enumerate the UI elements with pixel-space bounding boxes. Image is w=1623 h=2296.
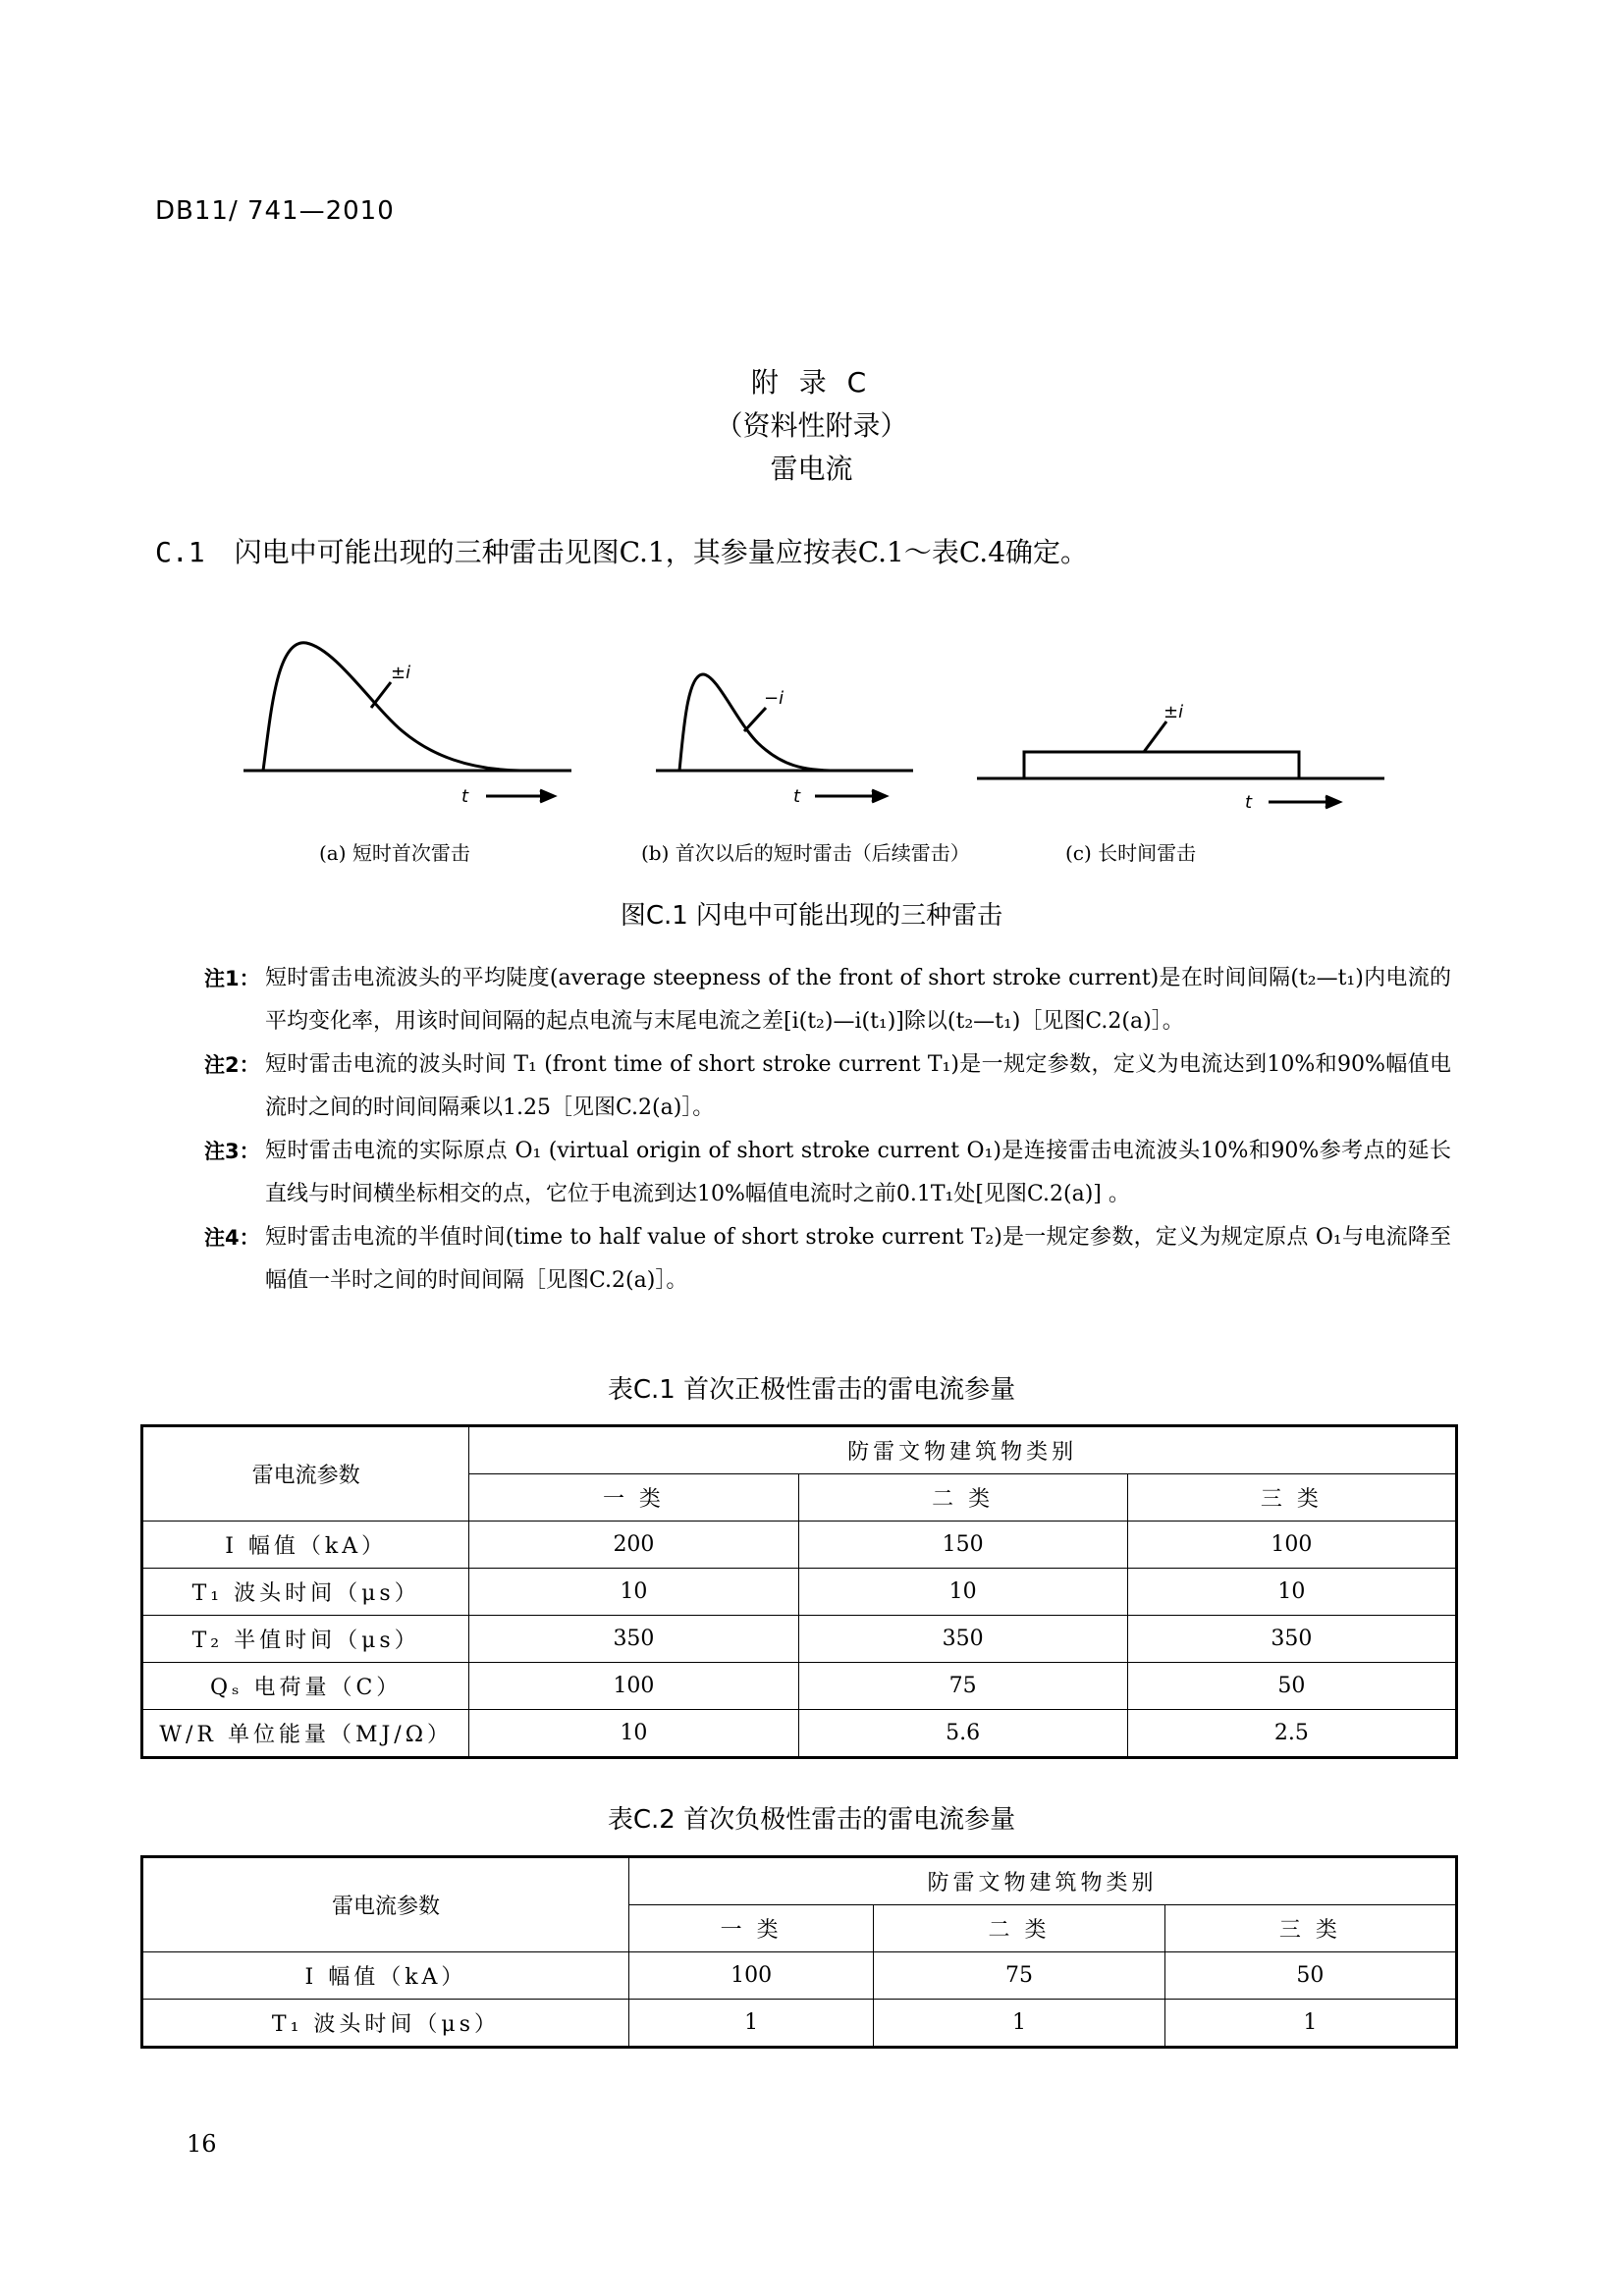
table-row: [142, 1569, 1457, 1616]
class-header: 三 类: [1127, 1474, 1456, 1522]
appendix-name: 雷电流: [770, 453, 853, 485]
class-header: 三 类: [1164, 1905, 1456, 1952]
table-row: [142, 1522, 1457, 1569]
class-header: 二 类: [874, 1905, 1164, 1952]
note-label: 注4：: [204, 1226, 260, 1250]
value-cell: 1: [1164, 2000, 1456, 2048]
note-text: 短时雷击电流波头的平均陡度(average steepness of the front of short stroke current)是在时间间隔(t₂—t₁)内电流的平均变化率，用该时间间隔的起点电流与末尾电流之差[i(t₂)—i(t₁)]除以(t₂—t₁)［见图C.2(a)］。: [265, 966, 1451, 1034]
appendix-subtitle: （资料性附录）: [715, 409, 908, 442]
note-label: 注1：: [204, 967, 260, 990]
note-label: 注3：: [204, 1140, 260, 1163]
notes: [204, 957, 1451, 1303]
clause-text: 闪电中可能出现的三种雷击见图C.1，其参量应按表C.1～表C.4确定。: [234, 536, 1089, 568]
value-cell: 350: [1127, 1616, 1456, 1663]
value-cell: 100: [469, 1663, 798, 1710]
label-t-c: t: [1245, 792, 1253, 813]
class-header: 一 类: [469, 1474, 798, 1522]
waveform-b: [679, 674, 837, 771]
note-3: [204, 1130, 1451, 1216]
param-cell: T₁ 波头时间（μs）: [142, 2000, 629, 2048]
label-t-b: t: [793, 786, 801, 807]
table2: [140, 1855, 1458, 2049]
param-cell: W/R 单位能量（MJ/Ω）: [142, 1710, 469, 1758]
table-row: [142, 1616, 1457, 1663]
label-t-a: t: [461, 786, 469, 807]
document-code: DB11/ 741—2010: [155, 196, 395, 226]
leader-c: [1144, 721, 1166, 752]
param-cell: I 幅值（kA）: [142, 1952, 629, 2000]
note-label: 注2：: [204, 1053, 260, 1077]
note-text: 短时雷击电流的波头时间 T₁ (front time of short stroke current T₁)是一规定参数，定义为电流达到10%和90%幅值电流时之间的时间间隔乘以1.25［见图C.2(a)］。: [265, 1052, 1451, 1120]
value-cell: 10: [469, 1710, 798, 1758]
param-cell: I 幅值（kA）: [142, 1522, 469, 1569]
arrowhead-b: [872, 790, 886, 802]
note-1: [204, 957, 1451, 1043]
value-cell: 1: [628, 2000, 873, 2048]
value-cell: 50: [1127, 1663, 1456, 1710]
value-cell: 75: [798, 1663, 1127, 1710]
value-cell: 50: [1164, 1952, 1456, 2000]
label-minus-i-b: −i: [764, 688, 784, 709]
table-row: [142, 1710, 1457, 1758]
value-cell: 100: [1127, 1522, 1456, 1569]
waveform-c: [1024, 752, 1299, 778]
value-cell: 2.5: [1127, 1710, 1456, 1758]
figure-caption-c: (c) 长时间雷击: [1065, 841, 1197, 865]
figure-caption-a: (a) 短时首次雷击: [319, 841, 470, 865]
clause-number: C.1: [155, 536, 205, 568]
clause-c1: [155, 531, 1088, 570]
value-cell: 350: [469, 1616, 798, 1663]
note-text: 短时雷击电流的实际原点 O₁ (virtual origin of short stroke current O₁)是连接雷击电流波头10%和90%参考点的延长直线与时间横坐标相交的点，它位于电流到达10%幅值电流时之前0.1T₁处[见图C.2(a)] 。: [265, 1139, 1451, 1206]
arrowhead-a: [540, 790, 554, 802]
value-cell: 350: [798, 1616, 1127, 1663]
table1: [140, 1424, 1458, 1759]
value-cell: 150: [798, 1522, 1127, 1569]
value-cell: 5.6: [798, 1710, 1127, 1758]
table1-title: 表C.1 首次正极性雷击的雷电流参量: [607, 1375, 1016, 1405]
class-header: 一 类: [628, 1905, 873, 1952]
value-cell: 200: [469, 1522, 798, 1569]
value-cell: 10: [469, 1569, 798, 1616]
label-plusminus-i-c: ±i: [1163, 702, 1184, 722]
appendix-title: 附 录 C: [750, 366, 873, 399]
table-row: [142, 1663, 1457, 1710]
value-cell: 10: [798, 1569, 1127, 1616]
value-cell: 10: [1127, 1569, 1456, 1616]
param-header: 雷电流参数: [142, 1857, 629, 1952]
param-cell: Qₛ 电荷量（C）: [142, 1663, 469, 1710]
value-cell: 1: [874, 2000, 1164, 2048]
figure-caption-b: (b) 首次以后的短时雷击（后续雷击）: [641, 841, 970, 865]
class-group-header: 防雷文物建筑物类别: [469, 1426, 1457, 1474]
arrowhead-c: [1325, 796, 1339, 808]
figure-title: 图C.1 闪电中可能出现的三种雷击: [620, 901, 1003, 931]
page-number: 16: [187, 2130, 217, 2158]
param-header: 雷电流参数: [142, 1426, 469, 1522]
value-cell: 75: [874, 1952, 1164, 2000]
leader-a: [371, 682, 391, 708]
table-row: [142, 2000, 1457, 2048]
lightning-waveforms-figure: [226, 623, 1404, 869]
note-2: [204, 1043, 1451, 1130]
table-row: [142, 1952, 1457, 2000]
label-plusminus-i-a: ±i: [391, 663, 411, 683]
note-text: 短时雷击电流的半值时间(time to half value of short stroke current T₂)是一规定参数，定义为规定原点 O₁与电流降至幅值一半时之间的时间间隔［见图C.2(a)］。: [265, 1225, 1451, 1293]
table2-title: 表C.2 首次负极性雷击的雷电流参量: [607, 1805, 1016, 1835]
class-header: 二 类: [798, 1474, 1127, 1522]
param-cell: T₁ 波头时间（μs）: [142, 1569, 469, 1616]
class-group-header: 防雷文物建筑物类别: [628, 1857, 1456, 1905]
param-cell: T₂ 半值时间（μs）: [142, 1616, 469, 1663]
note-4: [204, 1216, 1451, 1303]
value-cell: 100: [628, 1952, 873, 2000]
leader-b: [744, 708, 766, 731]
